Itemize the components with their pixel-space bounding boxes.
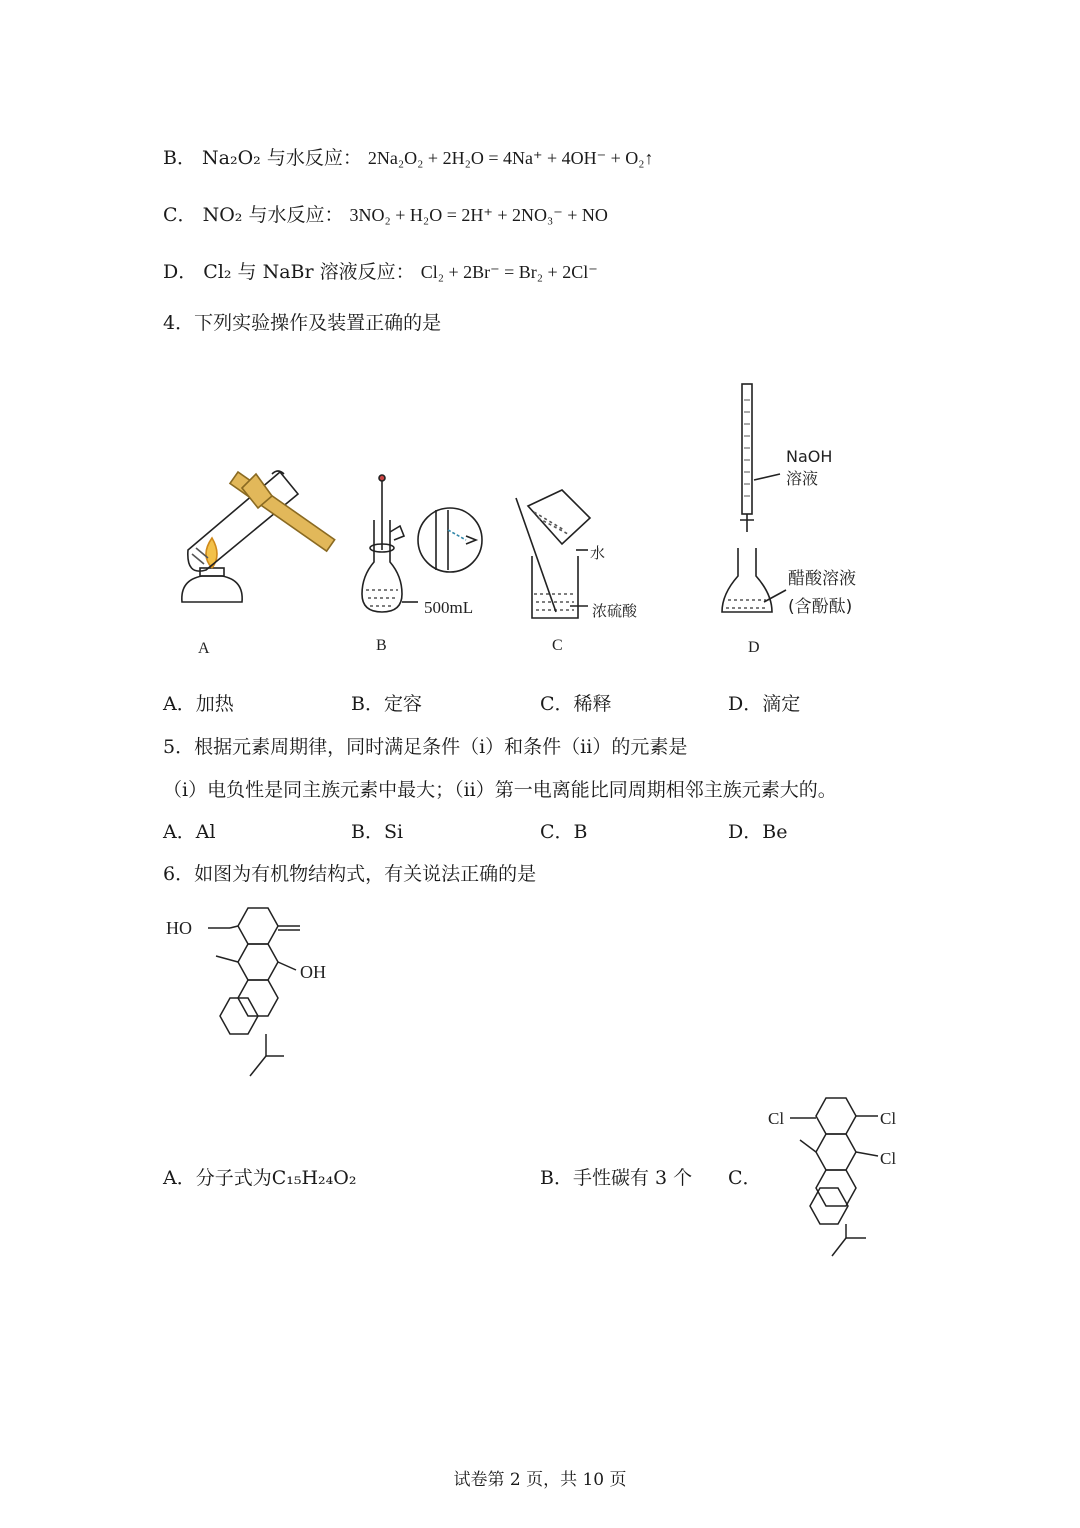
q6-option-c-structure xyxy=(760,1090,920,1265)
q6-option-c: C． xyxy=(728,1167,762,1189)
cl-label-2: Cl xyxy=(880,1109,897,1128)
option-text: Na₂O₂ 与水反应： xyxy=(202,147,362,169)
phenolphthalein-label: (含酚酞) xyxy=(788,597,853,617)
q4-option-c: C．稀释 xyxy=(540,693,612,715)
q5-conditions: （i）电负性是同主族元素中最大；（ii）第一电离能比同周期相邻主族元素大的。 xyxy=(163,779,837,801)
option-text: Cl₂ 与 NaBr 溶液反应： xyxy=(203,261,415,283)
oh-group-label: OH xyxy=(300,962,326,982)
option-text: NO₂ 与水反应： xyxy=(202,204,344,226)
apparatus-a-heating xyxy=(182,471,335,602)
apparatus-c-dilution xyxy=(516,490,590,618)
q6-structure-diagram xyxy=(160,900,360,1085)
flask-volume-label: 500mL xyxy=(424,598,474,617)
equation: 2Na₂O₂ + 2H₂O = 4Na⁺ + 4OH⁻ + O₂↑ xyxy=(367,148,654,168)
option-label: C． xyxy=(163,204,197,226)
q4-option-a: A．加热 xyxy=(163,693,234,715)
figure-caption-c: C xyxy=(552,637,563,654)
q4-option-d: D．滴定 xyxy=(728,693,801,715)
figure-caption-a: A xyxy=(198,640,210,657)
water-label: 水 xyxy=(590,546,606,562)
q5-option-d: D．Be xyxy=(728,821,788,843)
naoh-label: NaOH xyxy=(786,447,833,466)
cl-label-1: Cl xyxy=(768,1109,785,1128)
q3-option-b xyxy=(163,146,654,170)
q6-option-a: A．分子式为C₁₅H₂₄O₂ xyxy=(163,1167,357,1189)
q5-option-b: B．Si xyxy=(351,821,404,843)
equation: Cl₂ + 2Br⁻ = Br₂ + 2Cl⁻ xyxy=(420,262,598,282)
q3-option-d xyxy=(163,260,598,284)
acetic-acid-label: 醋酸溶液 xyxy=(788,569,856,589)
figure-caption-b: B xyxy=(376,637,387,654)
q5-option-c: C．B xyxy=(540,821,588,843)
naoh-solution-label: 溶液 xyxy=(786,469,819,488)
page-footer: 试卷第 2 页，共 10 页 xyxy=(453,1470,627,1490)
option-label: D． xyxy=(163,261,198,283)
figure-caption-d: D xyxy=(748,639,760,656)
q4-apparatus-figure xyxy=(160,380,920,660)
q6-option-b: B．手性碳有 3 个 xyxy=(540,1167,693,1189)
apparatus-d-titration xyxy=(722,384,786,612)
option-label: B． xyxy=(163,147,196,169)
cl-label-3: Cl xyxy=(880,1149,897,1168)
q5-option-a: A．Al xyxy=(163,821,216,843)
q4-option-b: B．定容 xyxy=(351,693,422,715)
ho-group-label: HO xyxy=(166,918,192,938)
apparatus-b-volumetric-flask xyxy=(362,475,482,612)
q5-stem: 5．根据元素周期律，同时满足条件（i）和条件（ii）的元素是 xyxy=(163,736,688,758)
q3-option-c xyxy=(163,203,608,227)
equation: 3NO₂ + H₂O = 2H⁺ + 2NO₃⁻ + NO xyxy=(349,205,608,225)
q4-stem: 4．下列实验操作及装置正确的是 xyxy=(163,312,442,334)
q6-stem: 6．如图为有机物结构式，有关说法正确的是 xyxy=(163,863,537,885)
conc-sulfuric-acid-label: 浓硫酸 xyxy=(592,604,638,620)
